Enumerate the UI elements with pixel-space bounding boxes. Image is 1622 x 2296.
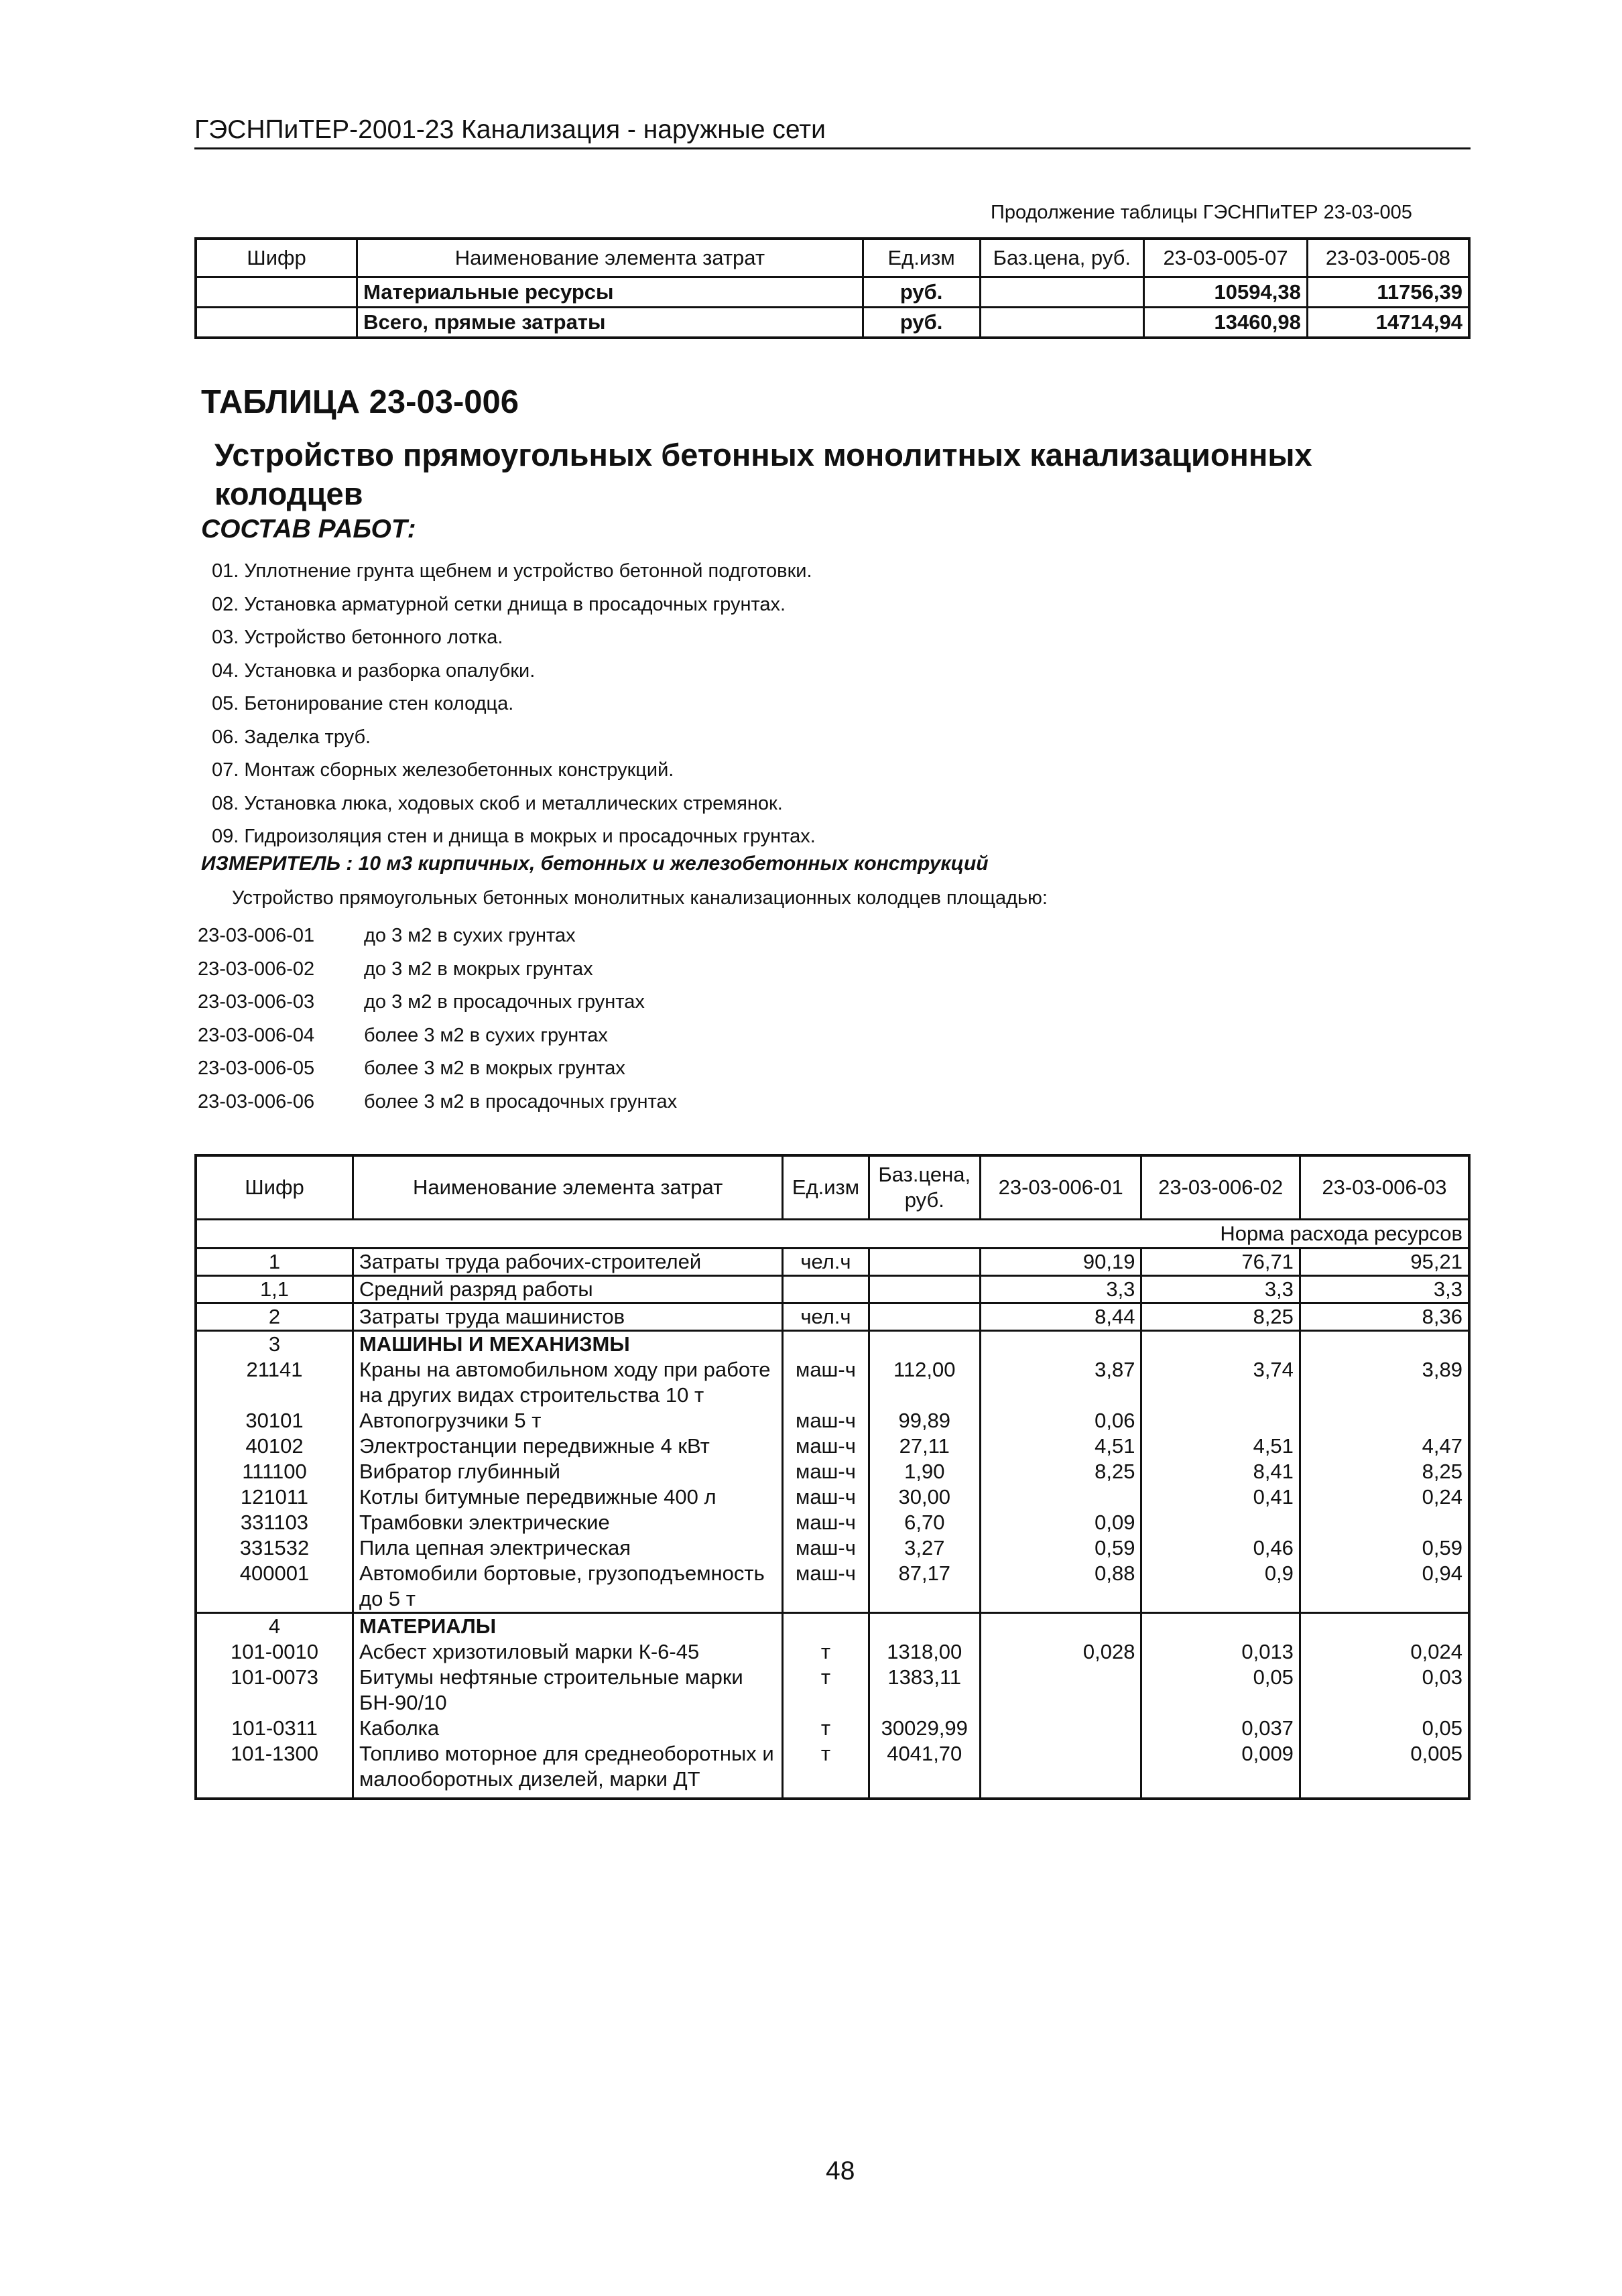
cell-value: 0,037 (1141, 1716, 1300, 1741)
cell-value: 4,51 (1141, 1433, 1300, 1459)
cell-value: 4,51 (980, 1433, 1141, 1459)
cell-value: 0,41 (1141, 1484, 1300, 1510)
cell-value: 3,3 (1300, 1276, 1469, 1303)
cell-unit: маш-ч (783, 1561, 869, 1613)
cell-value (1300, 1331, 1469, 1358)
table-row (196, 1433, 1469, 1459)
cell-value: 0,009 (1141, 1741, 1300, 1799)
cell-value (1300, 1510, 1469, 1535)
cell-value: 11756,39 (1307, 277, 1469, 308)
resource-norms-table (194, 1154, 1471, 1800)
cell-value: 10594,38 (1144, 277, 1308, 308)
cell-name: Автомобили бортовые, грузоподъемность до 5 т (353, 1561, 782, 1613)
table-row (196, 1249, 1469, 1276)
cell-price: 3,27 (869, 1535, 980, 1561)
cell-value: 8,25 (1141, 1303, 1300, 1331)
cell-value (980, 1665, 1141, 1716)
cell-value: 8,25 (980, 1459, 1141, 1484)
cell-code (196, 308, 357, 338)
cell-unit (783, 1613, 869, 1640)
cell-value (980, 1484, 1141, 1510)
item-code: 23-03-006-02 (198, 958, 315, 980)
cell-price (869, 1276, 980, 1303)
list-item: 06. Заделка труб. (212, 726, 371, 748)
cell-price: 1318,00 (869, 1639, 980, 1665)
cell-value: 0,05 (1141, 1665, 1300, 1716)
column-header: 23-03-005-07 (1144, 239, 1308, 277)
cell-price: 27,11 (869, 1433, 980, 1459)
table-subtitle: Устройство прямоугольных бетонных монолитных канализационных колодцев (214, 437, 1312, 511)
list-item: 08. Установка люка, ходовых скоб и металлических стремянок. (212, 792, 783, 814)
cell-value: 8,25 (1300, 1459, 1469, 1484)
cell-value (980, 1716, 1141, 1741)
cell-value (980, 1613, 1141, 1640)
cell-code: 1,1 (196, 1276, 353, 1303)
cell-value (1300, 1613, 1469, 1640)
table-row (196, 1613, 1469, 1640)
table-row (196, 1665, 1469, 1716)
table-row (196, 308, 1469, 338)
cell-name: МАШИНЫ И МЕХАНИЗМЫ (353, 1331, 782, 1358)
item-code: 23-03-006-06 (198, 1090, 315, 1112)
cell-code: 3 (196, 1331, 353, 1358)
cell-value (1141, 1510, 1300, 1535)
cell-value: 0,94 (1300, 1561, 1469, 1613)
cell-value: 0,88 (980, 1561, 1141, 1613)
cell-unit: чел.ч (783, 1249, 869, 1276)
cell-value: 0,46 (1141, 1535, 1300, 1561)
cell-code: 331532 (196, 1535, 353, 1561)
item-description: более 3 м2 в мокрых грунтах (364, 1058, 625, 1079)
cell-code: 101-0073 (196, 1665, 353, 1716)
cell-price (869, 1303, 980, 1331)
cell-code: 1 (196, 1249, 353, 1276)
table-row (196, 1510, 1469, 1535)
cell-value: 0,24 (1300, 1484, 1469, 1510)
table-row (196, 1459, 1469, 1484)
list-item: 09. Гидроизоляция стен и днища в мокрых и просадочных грунтах. (212, 826, 816, 847)
item-description: до 3 м2 в просадочных грунтах (364, 991, 645, 1013)
cell-code: 21141 (196, 1357, 353, 1408)
cell-name: Каболка (353, 1716, 782, 1741)
cell-code: 101-0311 (196, 1716, 353, 1741)
cell-name: Электростанции передвижные 4 кВт (353, 1433, 782, 1459)
cell-name: Вибратор глубинный (353, 1459, 782, 1484)
table-row (196, 1561, 1469, 1613)
cell-unit: маш-ч (783, 1408, 869, 1433)
cell-value: 3,3 (980, 1276, 1141, 1303)
cell-name: Средний разряд работы (353, 1276, 782, 1303)
cell-value: 0,024 (1300, 1639, 1469, 1665)
cell-value (1141, 1331, 1300, 1358)
cell-value: 0,59 (1300, 1535, 1469, 1561)
table-row (196, 1357, 1469, 1408)
cell-value: 95,21 (1300, 1249, 1469, 1276)
document-header: ГЭСНПиТЕР-2001-23 Канализация - наружные сети (194, 115, 826, 144)
column-header: Наименование элемента затрат (353, 1155, 782, 1220)
item-code: 23-03-006-04 (198, 1024, 315, 1046)
cell-unit: руб. (863, 277, 980, 308)
cell-price: 112,00 (869, 1357, 980, 1408)
cell-code: 121011 (196, 1484, 353, 1510)
cell-value (1300, 1408, 1469, 1433)
cell-value: 0,03 (1300, 1665, 1469, 1716)
cell-name: Топливо моторное для среднеоборотных и малооборотных дизелей, марки ДТ (353, 1741, 782, 1799)
cell-name: Котлы битумные передвижные 400 л (353, 1484, 782, 1510)
cell-code: 101-1300 (196, 1741, 353, 1799)
cell-unit: маш-ч (783, 1484, 869, 1510)
cell-unit: маш-ч (783, 1357, 869, 1408)
table-row (196, 1303, 1469, 1331)
cell-unit: т (783, 1665, 869, 1716)
table-row (196, 1276, 1469, 1303)
scope-description: Устройство прямоугольных бетонных монолитных канализационных колодцев площадью: (232, 887, 1048, 909)
table-row (196, 1716, 1469, 1741)
cell-value (1141, 1613, 1300, 1640)
cell-price: 30,00 (869, 1484, 980, 1510)
item-code: 23-03-006-05 (198, 1058, 315, 1079)
cell-value (1141, 1408, 1300, 1433)
item-description: более 3 м2 в сухих грунтах (364, 1024, 608, 1046)
cell-value: 8,44 (980, 1303, 1141, 1331)
column-header: 23-03-006-03 (1300, 1155, 1469, 1220)
cell-price: 6,70 (869, 1510, 980, 1535)
column-header: 23-03-005-08 (1307, 239, 1469, 277)
item-description: более 3 м2 в просадочных грунтах (364, 1090, 678, 1112)
cell-name: Автопогрузчики 5 т (353, 1408, 782, 1433)
table-row (196, 1331, 1469, 1358)
cell-value: 3,89 (1300, 1357, 1469, 1408)
table-row (196, 1535, 1469, 1561)
cell-unit: маш-ч (783, 1535, 869, 1561)
table-row (196, 1741, 1469, 1799)
list-item: 03. Устройство бетонного лотка. (212, 627, 503, 648)
continued-table (194, 237, 1471, 339)
column-header: Наименование элемента затрат (357, 239, 863, 277)
cell-value: 0,028 (980, 1639, 1141, 1665)
cell-unit: т (783, 1639, 869, 1665)
cell-code: 331103 (196, 1510, 353, 1535)
cell-price (980, 308, 1144, 338)
cell-value: 8,36 (1300, 1303, 1469, 1331)
cell-value: 4,47 (1300, 1433, 1469, 1459)
cell-value: 3,87 (980, 1357, 1141, 1408)
cell-code (196, 277, 357, 308)
cell-price: 30029,99 (869, 1716, 980, 1741)
column-header: 23-03-006-02 (1141, 1155, 1300, 1220)
cell-name: Затраты труда рабочих-строителей (353, 1249, 782, 1276)
column-header: Ед.изм (783, 1155, 869, 1220)
cell-price: 1,90 (869, 1459, 980, 1484)
cell-value: 0,013 (1141, 1639, 1300, 1665)
item-description: до 3 м2 в сухих грунтах (364, 925, 576, 946)
cell-value: 0,9 (1141, 1561, 1300, 1613)
list-item: 01. Уплотнение грунта щебнем и устройство бетонной подготовки. (212, 560, 812, 582)
list-item: 07. Монтаж сборных железобетонных конструкций. (212, 759, 674, 781)
measure-unit: ИЗМЕРИТЕЛЬ : 10 м3 кирпичных, бетонных и железобетонных конструкций (201, 852, 989, 875)
cell-unit: чел.ч (783, 1303, 869, 1331)
list-item: 04. Установка и разборка опалубки. (212, 659, 536, 682)
table-header-row (196, 239, 1469, 277)
cell-price: 87,17 (869, 1561, 980, 1613)
norm-row (196, 1220, 1469, 1249)
cell-value (980, 1741, 1141, 1799)
page-number: 48 (826, 2157, 855, 2185)
cell-value: 0,09 (980, 1510, 1141, 1535)
cell-price (980, 277, 1144, 308)
cell-unit (783, 1331, 869, 1358)
cell-value: 8,41 (1141, 1459, 1300, 1484)
cell-unit: т (783, 1741, 869, 1799)
cell-name: Битумы нефтяные строительные марки БН-90/10 (353, 1665, 782, 1716)
cell-value: 0,005 (1300, 1741, 1469, 1799)
cell-price (869, 1249, 980, 1276)
list-item: 05. Бетонирование стен колодца. (212, 693, 514, 714)
work-list (212, 555, 816, 854)
cell-name: Трамбовки электрические (353, 1510, 782, 1535)
table-body (196, 1249, 1469, 1799)
item-code: 23-03-006-01 (198, 925, 315, 946)
cell-value: 3,3 (1141, 1276, 1300, 1303)
cell-price: 4041,70 (869, 1741, 980, 1799)
cell-price: 1383,11 (869, 1665, 980, 1716)
cell-price (869, 1331, 980, 1358)
table-row (196, 1639, 1469, 1665)
cell-code: 400001 (196, 1561, 353, 1613)
cell-value: 13460,98 (1144, 308, 1308, 338)
cell-value (980, 1331, 1141, 1358)
cell-code: 101-0010 (196, 1639, 353, 1665)
cell-name: МАТЕРИАЛЫ (353, 1613, 782, 1640)
column-header: Шифр (196, 239, 357, 277)
cell-value: 3,74 (1141, 1357, 1300, 1408)
cell-code: 2 (196, 1303, 353, 1331)
cell-name: Пила цепная электрическая (353, 1535, 782, 1561)
cell-unit: маш-ч (783, 1510, 869, 1535)
cell-price (869, 1613, 980, 1640)
cell-name: Материальные ресурсы (357, 277, 863, 308)
cell-name: Всего, прямые затраты (357, 308, 863, 338)
cell-name: Затраты труда машинистов (353, 1303, 782, 1331)
work-composition-label: СОСТАВ РАБОТ: (201, 515, 416, 544)
column-header: 23-03-006-01 (980, 1155, 1141, 1220)
norm-label: Норма расхода ресурсов (196, 1220, 1469, 1249)
cell-unit: маш-ч (783, 1459, 869, 1484)
cell-value: 0,59 (980, 1535, 1141, 1561)
table-row (196, 277, 1469, 308)
cell-code: 111100 (196, 1459, 353, 1484)
cell-value: 0,05 (1300, 1716, 1469, 1741)
cell-price: 99,89 (869, 1408, 980, 1433)
table-header-row (196, 1155, 1469, 1220)
cell-value: 14714,94 (1307, 308, 1469, 338)
header-rule (194, 147, 1471, 149)
cell-value: 0,06 (980, 1408, 1141, 1433)
item-code: 23-03-006-03 (198, 991, 315, 1013)
cell-code: 40102 (196, 1433, 353, 1459)
cell-unit: т (783, 1716, 869, 1741)
column-header: Ед.изм (863, 239, 980, 277)
cell-unit: руб. (863, 308, 980, 338)
list-item: 02. Установка арматурной сетки днища в просадочных грунтах. (212, 593, 786, 615)
cell-name: Асбест хризотиловый марки К-6-45 (353, 1639, 782, 1665)
column-header: Баз.цена, руб. (869, 1155, 980, 1220)
cell-unit (783, 1276, 869, 1303)
cell-code: 4 (196, 1613, 353, 1640)
table-title: ТАБЛИЦА 23-03-006 (201, 384, 519, 420)
table-row (196, 1408, 1469, 1433)
cell-value: 90,19 (980, 1249, 1141, 1276)
cell-unit: маш-ч (783, 1433, 869, 1459)
cell-code: 30101 (196, 1408, 353, 1433)
continuation-note: Продолжение таблицы ГЭСНПиТЕР 23-03-005 (991, 202, 1412, 223)
column-header: Баз.цена, руб. (980, 239, 1144, 277)
column-header: Шифр (196, 1155, 353, 1220)
table-row (196, 1484, 1469, 1510)
cell-value: 76,71 (1141, 1249, 1300, 1276)
item-description: до 3 м2 в мокрых грунтах (364, 958, 593, 980)
cell-name: Краны на автомобильном ходу при работе на других видах строительства 10 т (353, 1357, 782, 1408)
